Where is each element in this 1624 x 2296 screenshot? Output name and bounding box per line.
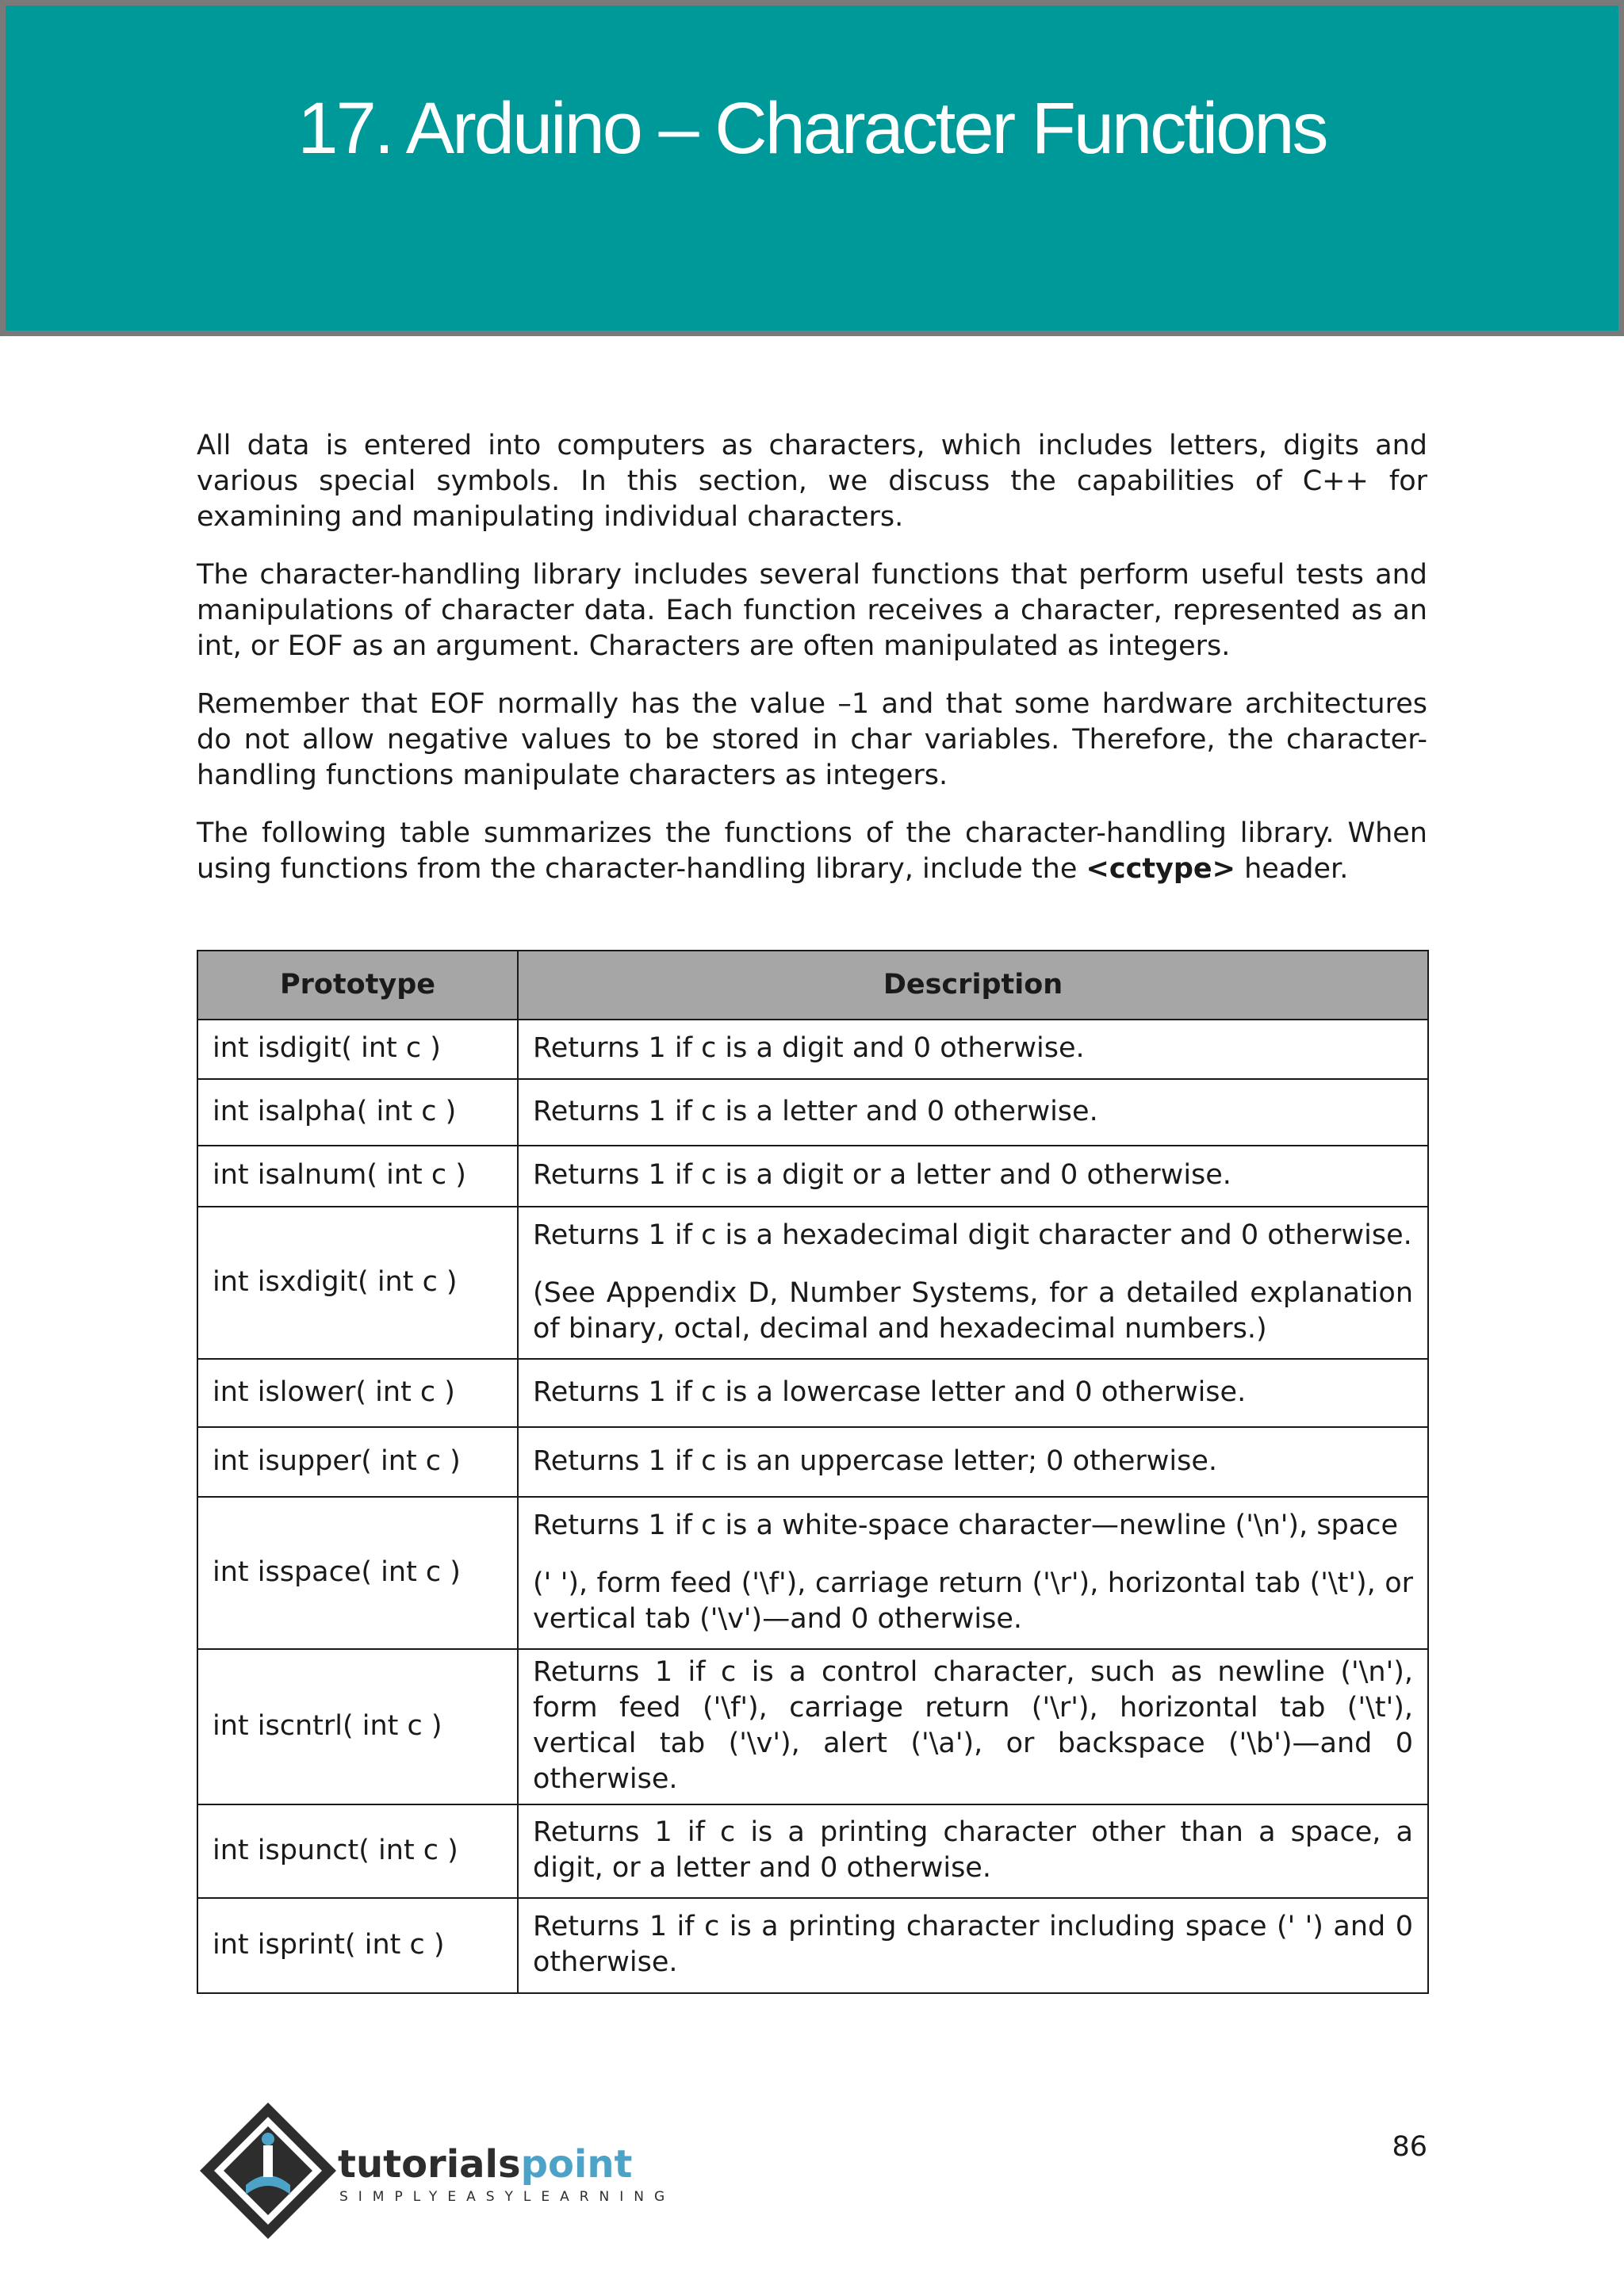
prototype-cell: int isdigit( int c ) [197,1020,518,1079]
description-line: Returns 1 if c is a white-space character—newline ('\n'), space [533,1509,1398,1541]
prototype-cell: int isxdigit( int c ) [197,1207,518,1359]
description-cell: Returns 1 if c is a letter and 0 otherwise. [518,1079,1428,1146]
tutorialspoint-logo [197,2099,676,2242]
page-number: 86 [1392,2131,1427,2163]
table-row [197,1020,1428,1079]
chapter-title: 17. Arduino – Character Functions [297,88,1327,169]
table-row [197,1804,1428,1898]
cctype-header-name: <cctype> [1086,853,1235,885]
chapter-banner [0,0,1624,336]
description-cell: Returns 1 if c is a printing character other than a space, a digit, or a letter and 0 otherwise. [518,1804,1428,1898]
description-cell: Returns 1 if c is a control character, such as newline ('\n'), form feed ('\f'), carriage return ('\r'), horizontal tab ('\t'), vertical tab ('\v'), alert ('\a'), or backspace ('\b')—and 0 otherwise. [518,1649,1428,1804]
table-row [197,1359,1428,1427]
description-cell: Returns 1 if c is a digit or a letter and 0 otherwise. [518,1146,1428,1207]
table-row [197,1146,1428,1207]
description-line: Returns 1 if c is a hexadecimal digit character and 0 otherwise. [533,1219,1412,1251]
prototype-cell: int isalpha( int c ) [197,1079,518,1146]
header-note-before: The following table summarizes the functions of the character-handling library. When using functions from the character-handling library, include the [197,817,1427,885]
logo-wordmark-tutorials: tutorials [338,2142,521,2187]
character-functions-table [197,950,1429,1994]
logo-wordmark [338,2142,632,2187]
description-column-header: Description [518,951,1428,1020]
table-row [197,1898,1428,1993]
logo-diamond-icon [200,2103,336,2239]
description-cell: Returns 1 if c is a lowercase letter and 0 otherwise. [518,1359,1428,1427]
intro-paragraph-header-note [197,816,1427,887]
prototype-cell: int ispunct( int c ) [197,1804,518,1898]
intro-paragraph: Remember that EOF normally has the value –1 and that some hardware architectures do not allow negative values to be stored in char variables. Therefore, the character-handling functions manipulate characters as integers. [197,688,1427,791]
prototype-cell: int isalnum( int c ) [197,1146,518,1207]
table-row [197,1079,1428,1146]
description-cell [518,1497,1428,1649]
description-cell: Returns 1 if c is a digit and 0 otherwise. [518,1020,1428,1079]
intro-paragraph: All data is entered into computers as characters, which includes letters, digits and various special symbols. In this section, we discuss the capabilities of C++ for examining and manipulating individual characters. [197,430,1427,533]
description-cell: Returns 1 if c is an uppercase letter; 0 otherwise. [518,1427,1428,1497]
table-row [197,1207,1428,1359]
table-row [197,1497,1428,1649]
prototype-cell: int isprint( int c ) [197,1898,518,1993]
table-row [197,1427,1428,1497]
logo-wordmark-point: point [520,2142,633,2187]
description-cell [518,1207,1428,1359]
logo-tagline: SIMPLYEASYLEARNING [339,2189,676,2205]
prototype-column-header: Prototype [197,951,518,1020]
header-note-after: header. [1235,853,1349,885]
table-row [197,1649,1428,1804]
prototype-cell: int iscntrl( int c ) [197,1649,518,1804]
description-note: (See Appendix D, Number Systems, for a detailed explanation of binary, octal, decimal and hexadecimal numbers.) [533,1276,1413,1345]
description-cell: Returns 1 if c is a printing character including space (' ') and 0 otherwise. [518,1898,1428,1993]
intro-paragraph: The character-handling library includes several functions that perform useful tests and manipulations of character data. Each function receives a character, represented as an int, or EOF as an argument. Characters are often manipulated as integers. [197,559,1427,662]
description-note: (' '), form feed ('\f'), carriage return ('\r'), horizontal tab ('\t'), or vertical tab ('\v')—and 0 otherwise. [533,1567,1413,1635]
prototype-cell: int isupper( int c ) [197,1427,518,1497]
prototype-cell: int isspace( int c ) [197,1497,518,1649]
table-header-row [197,951,1428,1020]
intro-text [197,428,1427,909]
prototype-cell: int islower( int c ) [197,1359,518,1427]
